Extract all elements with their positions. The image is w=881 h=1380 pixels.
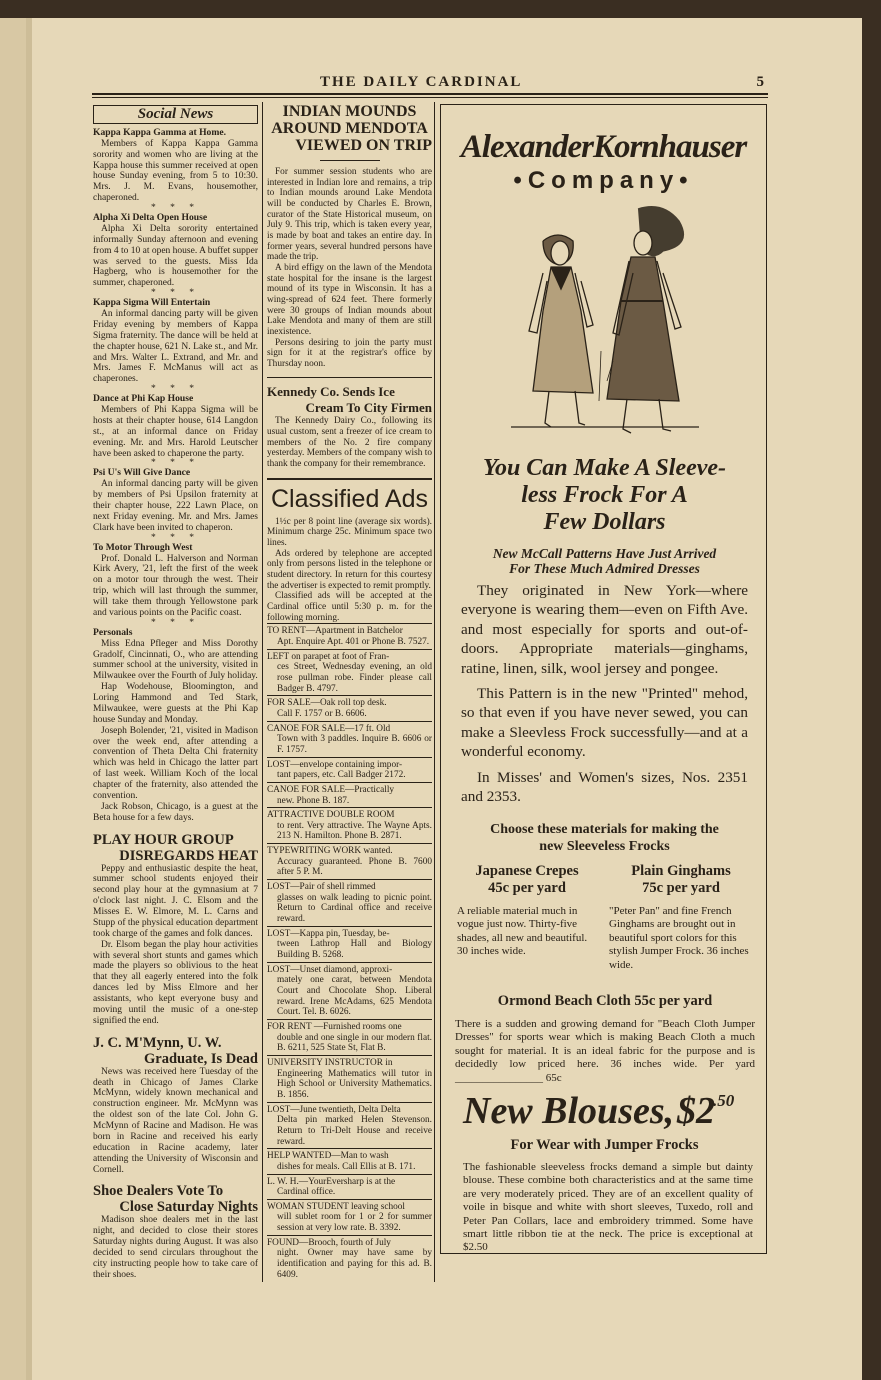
blouse-title: New Blouses,	[463, 1090, 675, 1132]
social-news-column	[93, 105, 258, 1281]
classified-ad	[267, 843, 432, 879]
masthead-rule-thin	[92, 97, 768, 98]
article-text: Dr. Elsom began the play hour activities with several short stunts and games which made the players so oblivious to the heat that they all eagerly entered into the folk dances led by Miss Elmore and her assistants, who kept everyone busy and moving until the music of a one-step signified the end.	[93, 939, 258, 1026]
classified-ad-lead: LOST—June twentieth, Delta Delta	[267, 1104, 401, 1115]
classified-ad	[267, 1148, 432, 1173]
article-text: Madison shoe dealers met in the last night, and decided to close their stores Saturday nights during August. It was also decided to send circulars throughout the city instructing people how to take care of their shoes.	[93, 1215, 258, 1280]
article-heading: Kappa Kappa Gamma at Home.	[93, 126, 226, 138]
classified-ad-lead: HELP WANTED—Man to wash	[267, 1151, 389, 1162]
material-text: A reliable material much in vogue just now. Thirty-five shades, all new and beautiful. 30 inches wide.	[457, 905, 588, 958]
material-name: Plain Ginghams	[631, 863, 731, 879]
article-text: Prof. Donald L. Halverson and Norman Kirk Avery, '21, left the first of the week on a motor tour through the west. Their trip, which will last through the summer, will take them through Yellowstone park and various points on the Pacific coast.	[93, 553, 258, 618]
store-logo-company: •Company•	[513, 167, 694, 194]
article-text: Miss Edna Pfleger and Miss Dorothy Gradolf, Cincinnati, O., who are attending summer school at the university, visited in Milwaukee over the Fourth of July holiday.	[93, 638, 258, 682]
ad-headline: Few Dollars	[543, 509, 666, 535]
article-text: An informal dancing party will be given Friday evening by members of Kappa Sigma fraternity. The dance will be held at the chapter house, 621 N. Lake st., and Mr. and Mrs. Walter L. Extrand, and Mr. and Mrs. James F. McManus will act as chaperones.	[93, 309, 258, 385]
ad-subhead: For These Much Admired Dresses	[509, 561, 700, 576]
material-price: 45c per yard	[488, 880, 566, 896]
classified-ad-lead: LOST—Unset diamond, approxi-	[267, 964, 393, 975]
article-headline: Graduate, Is Dead	[144, 1050, 258, 1067]
ad-paragraph: This Pattern is in the new "Printed" mehod, so that even if you have never sewed, you can make a Sleevless Frock successfully—and at a wonderful economy.	[461, 685, 748, 761]
classified-rates: Classified ads will be accepted at the Cardinal office until 5:30 p. m. for the following morning.	[267, 591, 432, 623]
classified-ad-lead: LEFT on parapet at foot of Fran-	[267, 651, 390, 662]
classified-heading: Classified Ads	[270, 484, 429, 513]
classified-ad-lead: LOST—Pair of shell rimmed	[267, 882, 376, 893]
classified-ad	[267, 1055, 432, 1102]
classified-ad	[267, 1199, 432, 1235]
article-heading: Alpha Xi Delta Open House	[93, 212, 208, 223]
classified-ad-text: Engineering Mathematics will tutor in High School or University Mathematics. B. 1856.	[277, 1068, 432, 1100]
classified-ad-text: to rent. Very attractive. The Wayne Apts. 213 N. Hamilton. Phone B. 2871.	[277, 820, 432, 842]
article-headline: Kennedy Co. Sends Ice	[267, 384, 395, 400]
article-text: Jack Robson, Chicago, is a guest at the Beta house for a few days.	[93, 801, 258, 823]
article-heading: Psi U's Will Give Dance	[93, 467, 191, 479]
classified-ad-lead: ATTRACTIVE DOUBLE ROOM	[267, 810, 395, 821]
ad-paragraph: They originated in New York—where everyone is wearing them—even on Fifth Ave. and most especially for sports and out-of-doors. Appropriate materials—ginghams, ratine, linen, silk, wool jersey and pongee.	[461, 582, 748, 677]
blouse-price: $2	[677, 1090, 715, 1132]
classified-ad	[267, 926, 432, 962]
separator: * * *	[151, 458, 200, 469]
masthead-rule	[92, 93, 768, 95]
article-text: Members of Phi Kappa Sigma will be hosts at their chapter house, 614 Langdon st., at an informal dance on Friday evening. Mr. and Mrs. Harold Leutscher have been asked to chaperone the party.	[93, 405, 258, 459]
ad-subhead: New McCall Patterns Have Just Arrived	[492, 546, 717, 561]
classified-rates: Ads ordered by telephone are accepted only from persons listed in the telephone or student directory. In return for this courtesy the advertiser is expected to remit promptly.	[267, 548, 432, 591]
article-headline: DISREGARDS HEAT	[119, 847, 258, 864]
blouse-headline	[463, 1089, 763, 1143]
separator: * * *	[151, 532, 200, 543]
classified-ad-lead: TYPEWRITING WORK wanted.	[267, 846, 393, 857]
material-text: There is a sudden and growing demand for "Beach Cloth Jumper Dresses" for sports wear which is making Beach Cloth a much sought for material. It is an ideal fabric for the purpose and is decidedly low priced here. 36 inches wide. Per yard ________________ 65c	[455, 1018, 755, 1084]
classified-ad-text: Cardinal office.	[277, 1187, 336, 1198]
classified-ad-text: Accuracy guaranteed. Phone B. 7600 after 5 P. M.	[277, 856, 432, 878]
article-text: Peppy and enthusiastic despite the heat, summer school students enjoyed their second play hour at the gymnasium at 7 o'clock last night. J. C. Elsom and the Misses E. W. Elmore, M. L. Carns and Stupp of the physical education department took charge of the games and folk dances.	[93, 863, 258, 939]
separator: * * *	[151, 384, 200, 395]
classified-ad-text: tant papers, etc. Call Badger 2172.	[277, 770, 406, 781]
article-text: Alpha Xi Delta sorority entertained informally Sunday afternoon and evening from 4 to 10 at open house. A buffet supper was served to the guests. Miss Ida Hagberg, who is housemother for the summer, chaperoned.	[93, 223, 258, 289]
separator: * * *	[151, 617, 200, 628]
blouse-text: The fashionable sleeveless frocks demand a simple but dainty blouse. These combine both characteristics and at the same time are very moderately priced. They are of an excellent quality of voile in bisque and white with short sleeves, Tuxedo, roll and Peter Pan Collars, lace and embroidery trimmed. Some have smart little ribbon tie at the neck. The price is exceptional at $2.50	[463, 1161, 753, 1254]
classified-ad-text: dishes for meals. Call Ellis at B. 171.	[277, 1161, 416, 1172]
page-edge	[0, 18, 26, 1380]
classified-ad-text: glasses on walk leading to picnic point. Return to Cardinal office and receive reward.	[277, 892, 432, 925]
material-name: Ormond Beach Cloth 55c per yard	[497, 993, 713, 1009]
classified-ad	[267, 757, 432, 782]
newspaper-title: THE DAILY CARDINAL	[320, 74, 523, 90]
classified-ad-lead: CANOE FOR SALE—Practically	[267, 784, 395, 795]
article-text: Hap Wodehouse, Bloomington, and Loring Hammond and Ted Stark, Milwaukee, were guests at the Phi Kap house Sunday and Monday.	[93, 682, 258, 725]
article-headline: Shoe Dealers Vote To	[93, 1183, 224, 1200]
separator: * * *	[151, 288, 200, 299]
mounds-headline: INDIAN MOUNDS	[282, 103, 417, 120]
material-name: Japanese Crepes	[475, 863, 579, 879]
material-plain-ginghams	[609, 863, 753, 972]
article-text: Members of Kappa Kappa Gamma sorority and women who are living at the Kappa house this summer received at open house Sunday evening, from 5 to 10:30. Mrs. J. M. Evans, housemother, chaperoned.	[93, 138, 258, 204]
article-headline: PLAY HOUR GROUP	[93, 831, 234, 848]
classified-ad	[267, 1174, 432, 1199]
classified-ad-text: Call F. 1757 or B. 6606.	[277, 708, 367, 719]
classified-ad-text: new. Phone B. 187.	[277, 795, 350, 806]
material-ormond-beach	[455, 993, 755, 1085]
article-text: Joseph Bolender, '21, visited in Madison over the week end, after attending a convention of Theta Delta Chi fraternity which was held in Chicago the latter part of last week. William Koch of the local chapter of the fraternity, also attended the convention.	[93, 725, 258, 801]
short-rule	[320, 160, 380, 161]
classified-ad-lead: LOST—envelope containing impor-	[267, 759, 403, 770]
classified-ad	[267, 807, 432, 843]
article-heading: To Motor Through West	[93, 541, 193, 553]
store-logo: AlexanderKornhauser	[460, 129, 747, 165]
classified-ad	[267, 962, 432, 1019]
classified-ad	[267, 695, 432, 720]
article-text: For summer session students who are interested in Indian lore and remains, a trip to Indian mounds around Lake Mendota will be conducted by Charles E. Brown, curator of the State Historical museum, on July 9. This trip, which is taken every year, is made by boat and takes an entire day. In former years, several hundred persons have made the trip.	[267, 167, 432, 263]
classified-ad-lead: TO RENT—Apartment in Batchelor	[267, 626, 403, 637]
classified-ad-lead: L. W. H.—YourEversharp is at the	[267, 1176, 396, 1187]
ad-body	[441, 581, 768, 806]
classified-ad-lead: FOR RENT —Furnished rooms one	[267, 1021, 402, 1032]
article-text: A bird effigy on the lawn of the Mendota state hospital for the insane is the largest mound of its type in Wisconsin. It has a wing-spread of 624 feet. There formerly were 30 groups of Indian mounds about Lake Mendota and many of them are still inexistence.	[267, 262, 432, 337]
materials-title: Choose these materials for making the	[490, 822, 719, 837]
classified-ad-text: mately one carat, between Mendota Court and Chocolate Shop. Liberal reward. Irene McAdams, 625 Mendota Court. Tel. B. 6026.	[277, 975, 432, 1018]
classified-ad	[267, 721, 432, 757]
article-headline: Close Saturday Nights	[119, 1199, 258, 1216]
material-japanese-crepes	[457, 863, 597, 959]
social-news-heading: Social News	[93, 105, 258, 124]
classified-ad-text: double and one single in our modern flat. B. 6211, 525 State St, Flat B.	[277, 1032, 432, 1054]
classified-ad-text: will sublet room for 1 or 2 for summer session at very low rate. B. 3392.	[277, 1212, 432, 1234]
binding-shadow	[26, 18, 32, 1380]
column-rule	[434, 102, 435, 1282]
classified-ad-text: Delta pin marked Helen Stevenson. Return to Tri-Delt House and receive reward.	[277, 1115, 432, 1147]
classified-ad-lead: UNIVERSITY INSTRUCTOR in	[267, 1057, 393, 1068]
headline-block	[449, 455, 760, 576]
article-text: News was received here Tuesday of the death in Chicago of James Clarke McMynn, widely known mechanical and construction engineer. Mr. McMynn was the oldest son of the late Col. John G. McMynn of Racine and Madison. He was born in Racine and received his early education in Racine academy, later attending the University of Wisconsin and Cornell.	[93, 1066, 258, 1175]
classified-ad	[267, 623, 432, 648]
fashion-illustration	[503, 201, 703, 439]
kornhauser-advertisement	[440, 104, 767, 1254]
article-text: An informal dancing party will be given by members of Psi Upsilon fraternity at their chapter house, 222 Lawn Place, on next Friday evening. Mr. and Mrs. James Clark have been invited to chaperon.	[93, 479, 258, 533]
classified-ad-lead: LOST—Kappa pin, Tuesday, be-	[267, 928, 390, 939]
masthead	[92, 72, 772, 94]
classified-ad-text: night. Owner may have same by identification and paying for this ad. B. 6409.	[277, 1248, 432, 1280]
classified-ad	[267, 1235, 432, 1282]
article-heading: Dance at Phi Kap House	[93, 393, 194, 405]
mounds-headline: VIEWED ON TRIP	[295, 137, 432, 154]
classified-ad-text: ces Street, Wednesday evening, an old rose pullman robe. Finder please call Badger B. 4797.	[277, 662, 432, 694]
ad-paragraph: In Misses' and Women's sizes, Nos. 2351 and 2353.	[461, 768, 748, 806]
ad-headline: You Can Make A Sleeve-	[482, 455, 727, 481]
classified-ad-lead: FOUND—Brooch, fourth of July	[267, 1237, 391, 1248]
ad-headline: less Frock For A	[521, 482, 688, 508]
classified-ad-text: Town with 3 paddles. Inquire B. 6606 or F. 1757.	[277, 734, 432, 755]
classified-ad-text: tween Lathrop Hall and Biology Building B. 5268.	[277, 939, 432, 961]
classified-ad	[267, 782, 432, 807]
material-text: "Peter Pan" and fine French Ginghams are brought out in beautiful sport colors for this stylish Jumper Frock. 36 inches wide.	[609, 905, 749, 971]
materials-heading	[449, 821, 760, 855]
mounds-headline: AROUND MENDOTA	[271, 120, 428, 137]
separator: * * *	[151, 203, 200, 213]
material-price: 75c per yard	[642, 880, 720, 896]
classified-rates: 1½c per 8 point line (average six words). Minimum charge 25c. Minimum space two lines.	[267, 516, 432, 549]
column-rule	[262, 102, 263, 1282]
classified-ad	[267, 1019, 432, 1055]
article-heading: Personals	[93, 626, 133, 638]
article-text: The Kennedy Dairy Co., following its usual custom, sent a freezer of ice cream to members of the No. 2 fire company yesterday. Members of the company wish to thank the company for their remembrance.	[267, 416, 432, 470]
materials-title: new Sleeveless Frocks	[539, 839, 670, 854]
classified-ad-lead: CANOE FOR SALE—17 ft. Old	[267, 723, 391, 734]
classified-ad-lead: WOMAN STUDENT leaving school	[267, 1201, 405, 1212]
classified-ad-text: Apt. Enquire Apt. 401 or Phone B. 7527.	[277, 636, 430, 647]
article-headline: Cream To City Firmen	[305, 400, 432, 416]
rule	[267, 377, 432, 378]
blouse-price-cents: .50	[713, 1091, 735, 1110]
blouse-subhead: For Wear with Jumper Frocks	[510, 1137, 699, 1153]
article-headline: J. C. M'Mynn, U. W.	[93, 1034, 222, 1051]
classified-list	[267, 623, 432, 1281]
rule	[267, 478, 432, 480]
classified-ad	[267, 1102, 432, 1149]
center-column	[267, 103, 432, 1281]
article-heading: Kappa Sigma Will Entertain	[93, 297, 211, 309]
classified-ad	[267, 649, 432, 696]
classified-ad	[267, 879, 432, 926]
page-number: 5	[756, 74, 764, 90]
article-text: Persons desiring to join the party must sign for it at the registrar's office by Thursday noon.	[267, 337, 432, 369]
classified-ad-lead: FOR SALE—Oak roll top desk.	[267, 698, 387, 709]
